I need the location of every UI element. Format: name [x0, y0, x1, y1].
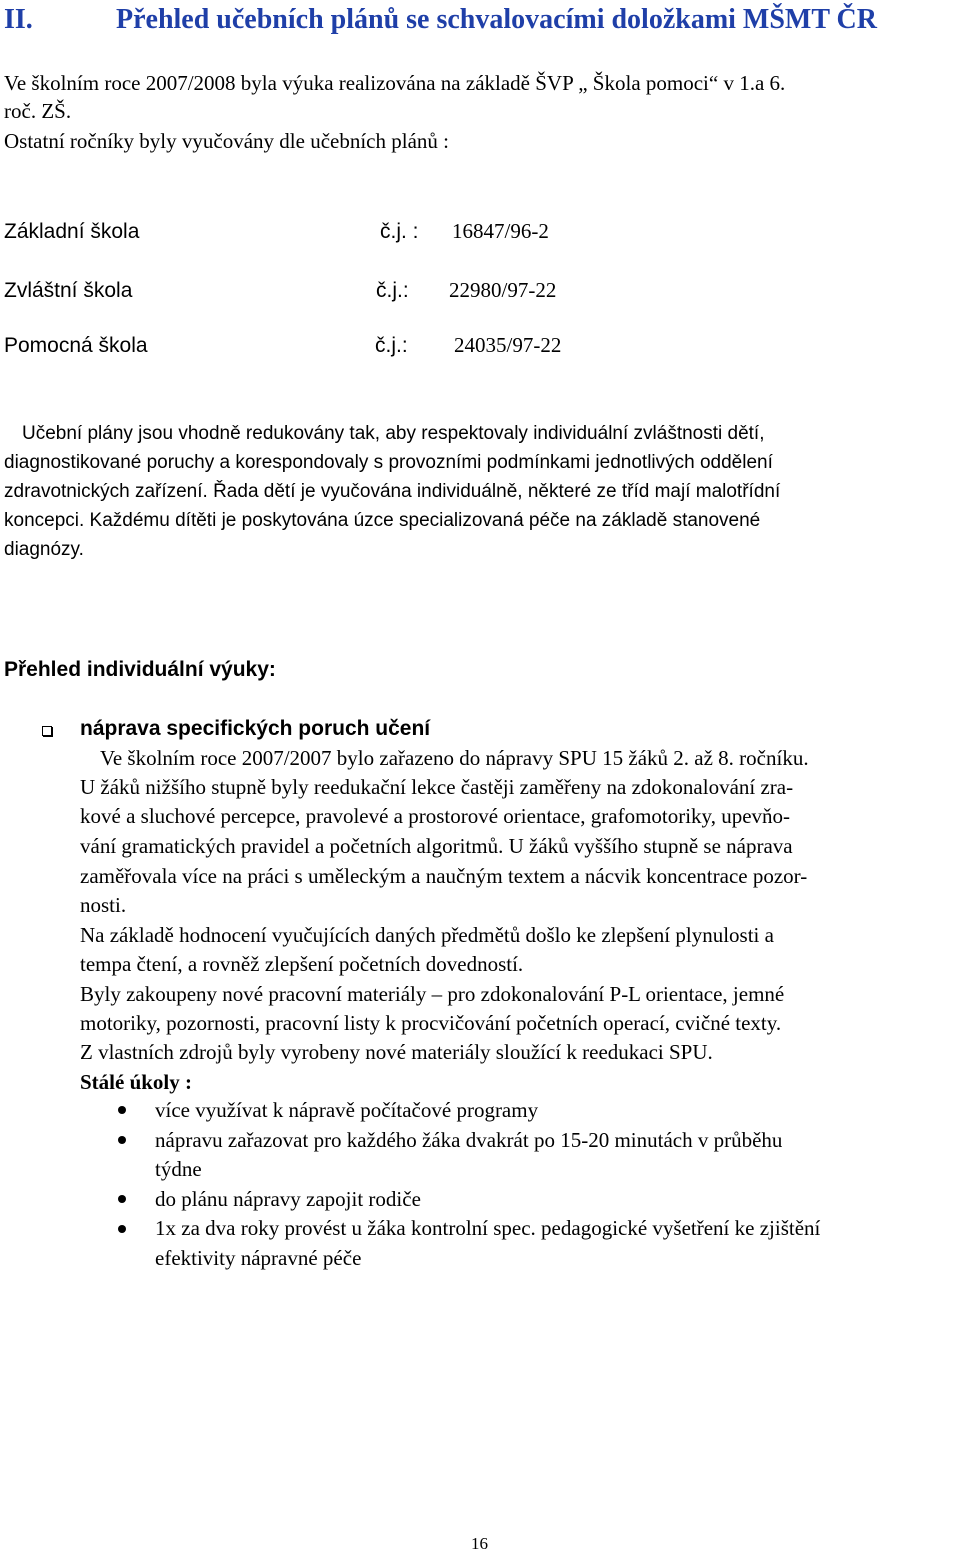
school-approval-number: 24035/97-22 [454, 333, 562, 357]
paragraph-line: zdravotnických zařízení. Řada dětí je vyučována individuálně, některé ze tříd mají malotřídní [4, 481, 781, 502]
checkbox-bullet-icon [42, 726, 52, 736]
body-line: nosti. [80, 893, 127, 917]
bullet-icon [118, 1106, 126, 1114]
intro-line-2: roč. ZŠ. [4, 99, 72, 123]
school-name: Zvláštní škola [4, 279, 133, 302]
body-line: motoriky, pozornosti, pracovní listy k procvičování početních operací, cvičné texty. [80, 1011, 782, 1035]
body-line: kové a sluchové percepce, pravolevé a prostorové orientace, grafomotoriky, upevňo- [80, 804, 791, 828]
body-line: Ve školním roce 2007/2007 bylo zařazeno do nápravy SPU 15 žáků 2. až 8. ročníku. [100, 746, 809, 770]
intro-line-3: Ostatní ročníky byly vyučovány dle učebních plánů : [4, 129, 449, 153]
list-item: nápravu zařazovat pro každého žáka dvakrát po 15-20 minutách v průběhu [155, 1128, 783, 1152]
school-cj-label: č.j. : [380, 220, 419, 243]
list-item: více využívat k nápravě počítačové programy [155, 1098, 539, 1122]
list-item: do plánu nápravy zapojit rodiče [155, 1187, 421, 1211]
overview-heading: Přehled individuální výuky: [4, 658, 276, 681]
paragraph-line: diagnózy. [4, 539, 84, 560]
body-line: Byly zakoupeny nové pracovní materiály – pro zdokonalování P-L orientace, jemné [80, 982, 785, 1006]
school-name: Základní škola [4, 220, 140, 243]
body-line: Z vlastních zdrojů byly vyrobeny nové materiály sloužící k reedukaci SPU. [80, 1040, 713, 1064]
school-name: Pomocná škola [4, 334, 148, 357]
section-title: Přehled učebních plánů se schvalovacími doložkami MŠMT ČR [116, 4, 877, 35]
list-item-continuation: efektivity nápravné péče [155, 1246, 362, 1270]
school-approval-number: 16847/96-2 [452, 219, 549, 243]
body-line: tempa čtení, a rovněž zlepšení početních dovedností. [80, 952, 524, 976]
intro-line-1: Ve školním roce 2007/2008 byla výuka realizována na základě ŠVP „ Škola pomoci“ v 1.a 6. [4, 71, 786, 95]
page-number: 16 [471, 1534, 488, 1553]
paragraph-line: diagnostikované poruchy a korespondovaly s provozními podmínkami jednotlivých oddělení [4, 452, 773, 473]
list-item-continuation: týdne [155, 1157, 202, 1181]
list-item: 1x za dva roky provést u žáka kontrolní spec. pedagogické vyšetření ke zjištění [155, 1216, 821, 1240]
bullet-icon [118, 1136, 126, 1144]
school-approval-number: 22980/97-22 [449, 278, 557, 302]
body-line: U žáků nižšího stupně byly reedukační lekce častěji zaměřeny na zdokonalování zra- [80, 775, 794, 799]
section-heading [4, 4, 877, 36]
bullet-icon [118, 1225, 126, 1233]
body-line: vání gramatických pravidel a početních algoritmů. U žáků vyššího stupně se náprava [80, 834, 793, 858]
school-cj-label: č.j.: [375, 334, 408, 357]
overview-item-title: náprava specifických poruch učení [80, 717, 431, 740]
body-line: zaměřovala více na práci s uměleckým a naučným textem a nácvik koncentrace pozor- [80, 864, 808, 888]
bullet-icon [118, 1195, 126, 1203]
school-cj-label: č.j.: [376, 279, 409, 302]
paragraph-line: koncepci. Každému dítěti je poskytována úzce specializovaná péče na základě stanovené [4, 510, 761, 531]
paragraph-line: Učební plány jsou vhodně redukovány tak, aby respektovaly individuální zvláštnosti dětí, [22, 423, 765, 444]
body-line: Na základě hodnocení vyučujících daných předmětů došlo ke zlepšení plynulosti a [80, 923, 774, 947]
tasks-heading: Stálé úkoly : [80, 1070, 193, 1094]
section-number: II. [4, 4, 33, 35]
